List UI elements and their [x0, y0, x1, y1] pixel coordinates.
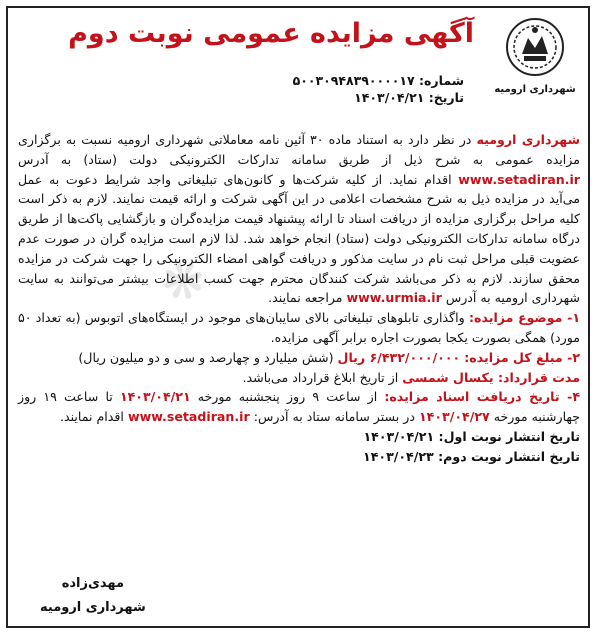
notice-meta: [293, 72, 464, 106]
watermark-seal-icon: ❋: [153, 246, 214, 318]
docs-setad-link[interactable]: www.setadiran.ir: [127, 409, 250, 425]
amount-label: ۲- مبلغ کل مزایده:: [464, 349, 580, 365]
number-row: [293, 72, 464, 89]
subject-text: واگذاری تابلوهای تبلیغاتی بالای سایبان‌های موجود در ایستگاه‌های اتوبوس (به تعداد ۵۰ مورد) همگی بصورت یکجا بصورت اجاره برابر آگهی مزایده.: [18, 310, 580, 345]
number-label: شماره:: [419, 73, 464, 88]
signatory-org: شهرداری ارومیه: [40, 600, 146, 615]
docs-text-1: از ساعت ۹ روز پنجشنبه مورخه: [190, 389, 385, 405]
duration-value: یکسال شمسی: [402, 369, 498, 385]
subject-label: ۱- موضوع مزایده:: [468, 310, 580, 326]
docs-date-1: ۱۴۰۳/۰۴/۲۱: [119, 389, 191, 405]
signature-block: [40, 572, 146, 620]
docs-date-2: ۱۴۰۳/۰۴/۲۷: [419, 409, 490, 425]
notice: [12, 12, 584, 622]
docs-text-4: اقدام نمایند.: [59, 409, 128, 425]
intro-text-1: در نظر دارد به استناد ماده ۳۰ آئین نامه معاملاتی شهرداری ارومیه نسبت به برگزاری مزایده عمومی به شرح ذیل از طریق سامانه تدارکات الکترونیکی دولت (ستاد) به آدرس: [18, 132, 580, 167]
intro-paragraph: [18, 130, 580, 308]
municipality-logo: [494, 16, 576, 95]
number-value: ۵۰۰۳۰۹۴۸۳۹۰۰۰۰۱۷: [292, 73, 415, 88]
publish-first: [18, 427, 580, 447]
duration-text: از تاریخ ابلاغ قرارداد می‌باشد.: [242, 369, 403, 385]
amount-value: ۶/۴۳۲/۰۰۰/۰۰۰ ریال: [337, 349, 461, 365]
pub2-value: ۱۴۰۳/۰۴/۲۳: [363, 448, 439, 464]
intro-text-3: مراجعه نمایند.: [268, 290, 347, 306]
duration-item: [18, 368, 580, 388]
notice-body: [18, 130, 580, 467]
logo-caption: شهرداری ارومیه: [494, 84, 576, 95]
pub2-label: تاریخ انتشار نوبت دوم:: [438, 448, 580, 464]
pub1-value: ۱۴۰۳/۰۴/۲۱: [363, 428, 439, 444]
emblem-icon: [504, 16, 566, 78]
date-row: [293, 89, 464, 106]
subject-item: [18, 308, 580, 348]
docs-text-3: در بستر سامانه ستاد به آدرس:: [249, 409, 419, 425]
urmia-link[interactable]: www.urmia.ir: [346, 290, 442, 306]
amount-item: [18, 348, 580, 368]
date-value: ۱۴۰۳/۰۴/۲۱: [354, 90, 425, 105]
amount-words: (شش میلیارد و چهارصد و سی و دو میلیون ریال): [78, 349, 338, 365]
intro-org: شهرداری ارومیه: [476, 132, 580, 147]
signatory-name: مهدی‌زاده: [61, 576, 125, 591]
intro-text-2: اقدام نماید. از کلیه شرکت‌ها و کانون‌های تبلیغاتی واجد شرایط دعوت به عمل می‌آید در مزایده ذیل به شرح مشخصات اعلامی در این آگهی شرکت و ارائه قیمت نمایند. لازم به ذکر است کلیه مراحل برگزاری مزایده از دریافت اسناد تا ارائه پیشنهاد قیمت مزایده‌گران و بازگشایی پاکت‌ها از طریق درگاه سامانه تدارکات الکترونیکی دولت (ستاد) انجام خواهد شد. لذا لازم است مزایده گران در صورت عدم عضویت قبلی مراحل ثبت نام در سایت مذکور و دریافت گواهی امضاء الکترونیکی را جهت شرکت در مزایده محقق سازند. لازم به ذکر می‌باشد شرکت کنندگان محترم جهت کسب اطلاعات بیشتر می‌توانند به سایت شهرداری ارومیه به آدرس: [18, 171, 580, 306]
notice-title: آگهی مزایده عمومی نوبت دوم: [68, 18, 474, 49]
docs-item: [18, 387, 580, 427]
duration-label: مدت قرارداد:: [497, 369, 580, 385]
date-label: تاریخ:: [428, 90, 464, 105]
setad-link[interactable]: www.setadiran.ir: [458, 171, 580, 187]
publish-second: [18, 447, 580, 467]
docs-label: ۴- تاریخ دریافت اسناد مزایده:: [384, 389, 581, 405]
docs-text-2: تا ساعت ۱۹ روز چهارشنبه مورخه: [18, 389, 580, 425]
pub1-label: تاریخ انتشار نوبت اول:: [438, 428, 580, 444]
